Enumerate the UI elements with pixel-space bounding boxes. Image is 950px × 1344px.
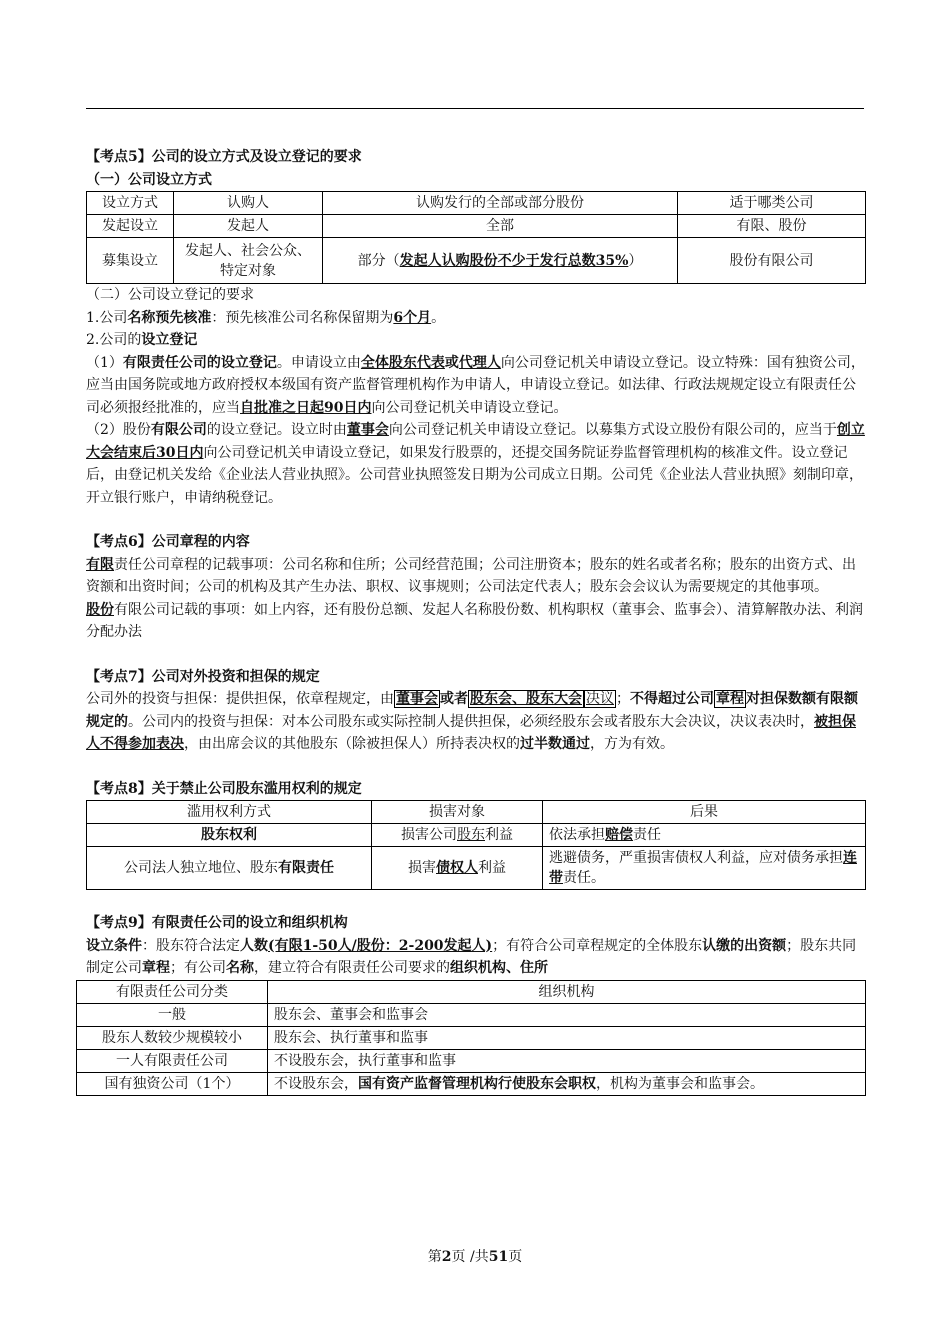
table-cell xyxy=(372,824,543,847)
table-cell xyxy=(543,847,866,890)
text: ，由出席会议的其他股东（除被担保人）所持表决权的 xyxy=(184,736,520,752)
table-cell xyxy=(87,847,372,890)
table-header-cell: 有限责任公司分类 xyxy=(77,980,268,1003)
section-7-title: 【考点7】公司对外投资和担保的规定 xyxy=(86,668,320,685)
table-cell: 股东会、执行董事和监事 xyxy=(268,1026,866,1049)
spacer xyxy=(86,890,866,912)
text: 向公司登记机关申请设立登记。以募集方式设立股份有限公司的，应当于 xyxy=(388,422,837,438)
text: ；有公司 xyxy=(170,960,226,976)
table-cell: 股东权利 xyxy=(87,824,372,847)
spacer xyxy=(86,756,866,778)
table-cell xyxy=(372,847,543,890)
emphasis: 赔偿 xyxy=(605,827,633,843)
emphasis: 名称预先核准 xyxy=(127,309,212,326)
page-number: 2 xyxy=(441,1249,452,1265)
table-header-cell: 适于哪类公司 xyxy=(678,192,866,215)
emphasis: 连带 xyxy=(549,850,857,886)
text: 有限公司记载的事项：如上内容，还有股份总额、发起人名称股份数、机构职权（董事会、监事会）、清算解散办法、利润分配办法 xyxy=(86,601,863,640)
table-row xyxy=(77,1049,866,1072)
table-header-cell: 设立方式 xyxy=(87,192,174,215)
table-row xyxy=(87,215,866,238)
emphasis: 董事会 xyxy=(396,691,438,707)
emphasis: 设立登记 xyxy=(141,332,198,348)
section-5-title: 【考点5】公司的设立方式及设立登记的要求 xyxy=(86,149,362,165)
table-cell: 股东会、董事会和监事会 xyxy=(268,1003,866,1026)
text: 利益 xyxy=(485,827,513,843)
text: 损害公司 xyxy=(401,827,457,843)
table-header-cell: 认购发行的全部或部分股份 xyxy=(323,192,678,215)
emphasis: 债权人 xyxy=(436,860,478,876)
section-8-title: 【考点8】关于禁止公司股东滥用权利的规定 xyxy=(86,780,362,797)
emphasis: 有限责任 xyxy=(278,860,334,876)
emphasis: 或 xyxy=(444,354,459,371)
paragraph xyxy=(86,307,866,330)
emphasis: 不得超过公司 xyxy=(630,691,714,707)
section-5-subtitle-1: （一）公司设立方式 xyxy=(86,171,212,188)
emphasis: 决议 xyxy=(586,691,614,707)
table-cell: 发起设立 xyxy=(87,215,174,238)
spacer xyxy=(86,644,866,666)
emphasis: 章程 xyxy=(716,691,744,707)
paragraph xyxy=(86,935,866,980)
text: 向公司登记机关申请设立登记。设立特殊：国有独资公司，应当由国务院或地方政府授权本级国有资产监督管理机构作为申请人，申请设立登记。如法律、行政法规规定设立有限责任公司必须报经批准的，应当 xyxy=(86,354,865,416)
emphasis: 或者 xyxy=(440,691,468,707)
table-cell xyxy=(543,824,866,847)
text: 1.公司 xyxy=(86,309,128,326)
paragraph xyxy=(86,599,866,644)
text: 的设立登记。设立时由 xyxy=(206,422,347,438)
emphasis: 对担保数额有限额规定的 xyxy=(86,691,858,730)
text: 责任公司章程的记载事项：公司名称和住所；公司经营范围；公司注册资本；股东的姓名或者名称；股东的出资方式、出资额和出资时间；公司的机构及其产生办法、职权、议事规则；公司法定代表人；股东会会议认为需要规定的其他事项。 xyxy=(86,556,856,595)
table-cell: 发起人 xyxy=(174,215,323,238)
table-header-cell: 后果 xyxy=(543,801,866,824)
text: 损害 xyxy=(408,860,436,876)
emphasis: 自批准之日起90日内 xyxy=(240,399,372,416)
text: ，建立符合有限责任公司要求的 xyxy=(254,960,450,976)
emphasis: 全体股东代表 xyxy=(360,354,445,371)
emphasis: 董事会 xyxy=(346,422,389,438)
text: 部分（ xyxy=(357,252,400,269)
emphasis: 设立条件 xyxy=(86,937,142,954)
text: 不设股东会， xyxy=(274,1075,358,1092)
text: 。公司内的投资与担保：对本公司股东或实际控制人提供担保，必须经股东会或者股东大会决议，决议表决时， xyxy=(128,713,814,730)
spacer xyxy=(86,509,866,531)
emphasis: 过半数通过 xyxy=(520,736,590,752)
emphasis: 发起人认购股份不少于发行总数35% xyxy=(399,252,629,269)
document-body xyxy=(86,146,866,1096)
paragraph xyxy=(86,554,866,599)
text: （2）股份 xyxy=(86,422,151,438)
table-cell: 一般 xyxy=(77,1003,268,1026)
text: ） xyxy=(628,252,643,269)
table-row xyxy=(77,1072,866,1095)
text: ； xyxy=(616,691,630,707)
emphasis: 有限 xyxy=(86,556,114,573)
text: 2.公司的 xyxy=(86,332,142,348)
table-header-cell: 组织机构 xyxy=(268,980,866,1003)
section-9-title: 【考点9】有限责任公司的设立和组织机构 xyxy=(86,915,348,931)
table-row xyxy=(87,824,866,847)
header-rule xyxy=(86,108,864,109)
table-cell: 募集设立 xyxy=(87,238,174,284)
emphasis: 股份 xyxy=(86,601,114,618)
paragraph xyxy=(86,419,866,509)
text: 公司法人独立地位、股东 xyxy=(124,860,278,876)
table-header-row xyxy=(77,980,866,1003)
text: 向公司登记机关申请设立登记，如果发行股票的，还提交国务院证券监督管理机构的核准文件。设立登记后，由登记机关发给《企业法人营业执照》。公司营业执照签发日期为公司成立日期。公司凭《企业法人营业执照》刻制印章，开立银行账户，申请纳税登记。 xyxy=(86,444,863,506)
table-header-row xyxy=(87,801,866,824)
organization-structure-table xyxy=(76,980,866,1096)
abuse-of-rights-table xyxy=(86,800,866,890)
page-footer xyxy=(0,1246,950,1266)
text: 页 /共 xyxy=(451,1249,489,1265)
table-header-cell: 滥用权利方式 xyxy=(87,801,372,824)
text: 责任 xyxy=(633,827,661,843)
paragraph xyxy=(86,688,866,756)
text: ：预先核准公司名称保留期为 xyxy=(211,309,394,326)
emphasis: 有限公司 xyxy=(150,422,207,438)
emphasis: (有限1-50人/股份：2-200发起人) xyxy=(268,937,493,954)
emphasis: 认缴的出资额 xyxy=(702,937,787,954)
text: 依法承担 xyxy=(549,827,605,843)
table-cell: 全部 xyxy=(323,215,678,238)
text: ，机构为董事会和监事会。 xyxy=(596,1075,764,1092)
table-cell xyxy=(323,238,678,284)
table-row xyxy=(77,1003,866,1026)
table-row xyxy=(87,238,866,284)
section-5-subtitle-2: （二）公司设立登记的要求 xyxy=(86,287,254,303)
table-header-cell: 损害对象 xyxy=(372,801,543,824)
text: ；股东共同制定公司 xyxy=(86,937,857,976)
table-cell: 国有独资公司（1个） xyxy=(77,1072,268,1095)
establishment-methods-table xyxy=(86,191,866,284)
table-cell: 一人有限责任公司 xyxy=(77,1049,268,1072)
text: 。申请设立由 xyxy=(276,354,361,371)
emphasis: 名称 xyxy=(226,960,254,976)
paragraph xyxy=(86,352,866,420)
text: 利益 xyxy=(478,860,506,876)
emphasis: 代理人 xyxy=(458,354,501,371)
text: 向公司登记机关申请设立登记。 xyxy=(371,399,568,416)
text: ；有符合公司章程规定的全体股东 xyxy=(492,937,703,954)
table-cell: 股东人数较少规模较小 xyxy=(77,1026,268,1049)
table-cell: 不设股东会，执行董事和监事 xyxy=(268,1049,866,1072)
paragraph xyxy=(86,329,866,352)
text: ，方为有效。 xyxy=(590,736,674,752)
emphasis: 创立大会结束后30日内 xyxy=(86,422,865,461)
table-row xyxy=(77,1026,866,1049)
text: 第 xyxy=(427,1249,442,1265)
text: （1） xyxy=(86,354,123,371)
table-cell: 发起人、社会公众、特定对象 xyxy=(174,238,323,284)
table-header-row xyxy=(87,192,866,215)
emphasis: 股东 xyxy=(457,827,485,843)
section-6-title: 【考点6】公司章程的内容 xyxy=(86,534,250,550)
emphasis: 章程 xyxy=(142,960,170,976)
table-cell xyxy=(268,1072,866,1095)
text: 责任。 xyxy=(563,870,605,886)
text: 。 xyxy=(431,309,446,326)
page-total: 51 xyxy=(488,1249,509,1265)
table-row xyxy=(87,847,866,890)
emphasis: 股东会、股东大会 xyxy=(470,691,582,707)
text: 页 xyxy=(508,1249,523,1265)
emphasis: 有限责任公司的设立登记 xyxy=(122,354,277,371)
emphasis: 6个月 xyxy=(393,309,432,326)
emphasis: 人数 xyxy=(240,937,268,954)
emphasis: 被担保人不得参加表决 xyxy=(86,713,856,752)
emphasis: 国有资产监督管理机构行使股东会职权 xyxy=(358,1075,596,1092)
emphasis: 组织机构、住所 xyxy=(450,960,548,976)
table-cell: 有限、股份 xyxy=(678,215,866,238)
text: 公司外的投资与担保：提供担保，依章程规定，由 xyxy=(86,691,394,707)
text: 逃避债务，严重损害债权人利益，应对债务承担 xyxy=(549,850,843,866)
text: ：股东符合法定 xyxy=(142,937,240,954)
table-cell: 股份有限公司 xyxy=(678,238,866,284)
table-header-cell: 认购人 xyxy=(174,192,323,215)
